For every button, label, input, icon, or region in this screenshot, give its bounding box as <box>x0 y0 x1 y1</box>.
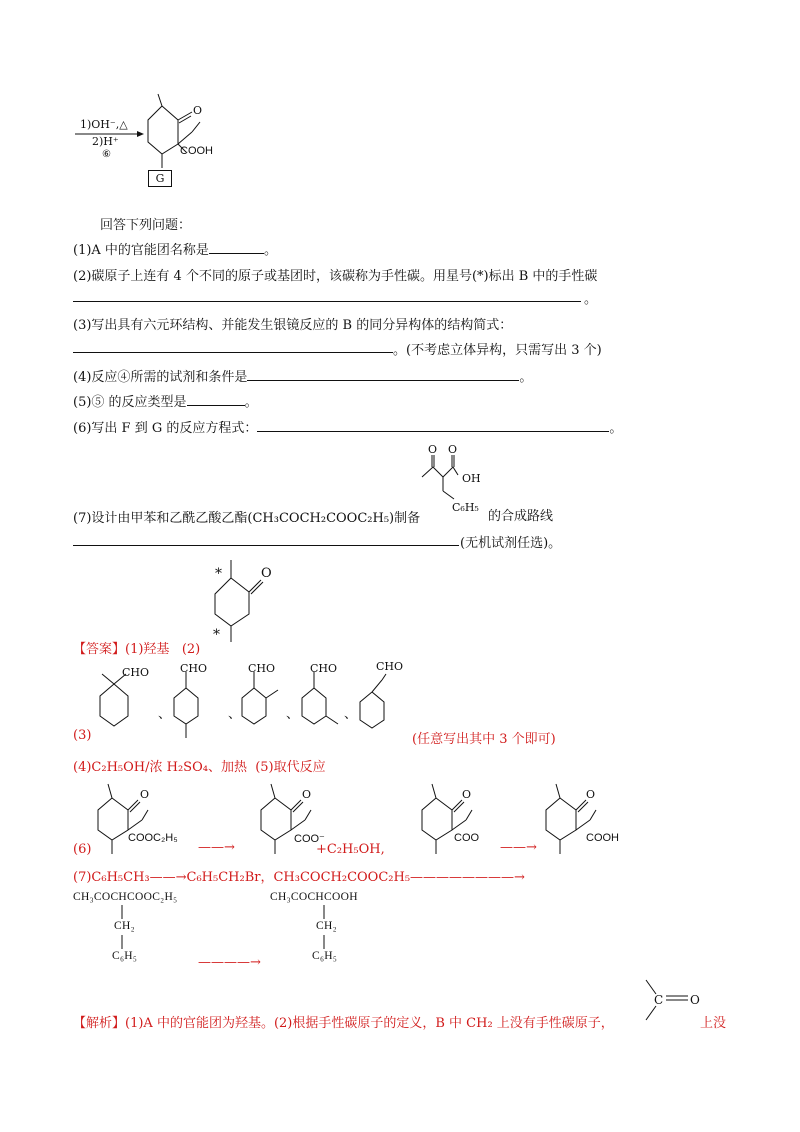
answer-3-label: (3) <box>73 728 92 743</box>
answer-blank-2[interactable] <box>73 301 581 302</box>
chiral-star-2: * <box>213 627 220 643</box>
answer-blank-1[interactable] <box>209 241 264 254</box>
analysis-text: 【解析】(1)A 中的官能团为羟基。(2)根据手性碳原子的定义，B 中 CH₂ 上没有手性碳原子， <box>73 1016 614 1031</box>
g-cooh: COOH <box>180 145 213 157</box>
question-6: (6)写出 F 到 G 的反应方程式： 。 <box>73 421 623 436</box>
question-5: (5)⑤ 的反应类型是 。 <box>73 395 258 410</box>
answer-3-note: (任意写出其中 3 个即可) <box>412 732 556 747</box>
g-structure <box>140 92 230 172</box>
reaction-condition-2: 2)H⁺ <box>92 135 119 148</box>
g-oxygen: O <box>193 104 203 117</box>
answer-1-2: 【答案】(1)羟基 (2) <box>73 642 201 657</box>
answer-7-route: (7)C₆H₅CH₃——→C₆H₅CH₂Br，CH₃COCH₂COOC₂H₅————————→ <box>73 870 525 885</box>
question-1: (1)A 中的官能团名称是 。 <box>73 243 277 258</box>
step-number-mark: ⑥ <box>102 149 111 160</box>
answer-blank-7[interactable] <box>73 545 459 546</box>
reaction-condition-1: 1)OH⁻,△ <box>80 118 128 131</box>
question-7-mid: 的合成路线 <box>488 509 554 524</box>
answer-blank-6[interactable] <box>257 419 609 432</box>
chiral-oxygen: O <box>261 566 272 581</box>
question-7-end: (无机试剂任选)。 <box>460 536 562 551</box>
question-3: (3)写出具有六元环结构、并能发生银镜反应的 B 的同分异构体的结构简式： <box>73 318 513 333</box>
carbonyl-carbon: C <box>654 993 664 1007</box>
analysis-tail: 上没 <box>700 1016 727 1031</box>
question-7: (7)设计由甲苯和乙酰乙酸乙酯(CH₃COCH₂COOC₂H₅)制备 <box>73 511 421 526</box>
question-4: (4)反应④所需的试剂和条件是 。 <box>73 370 533 385</box>
answer-blank-3[interactable] <box>73 352 393 353</box>
answer-blank-5[interactable] <box>187 393 245 406</box>
answer-blank-4[interactable] <box>247 368 519 381</box>
carbonyl-oxygen: O <box>690 993 700 1007</box>
question-2-end: 。 <box>584 292 598 307</box>
question-3-note: 。(不考虑立体异构，只需写出 3 个) <box>393 343 602 358</box>
intro-text: 回答下列问题： <box>100 218 192 233</box>
question-2: (2)碳原子上连有 4 个不同的原子或基团时，该碳称为手性碳。用星号(*)标出 B 中的手性碳 <box>73 269 598 284</box>
chiral-star-1: * <box>215 566 222 582</box>
answer-6-label: (6) <box>73 842 92 857</box>
answer-4-5: (4)C₂H₅OH/浓 H₂SO₄、加热 (5)取代反应 <box>73 760 326 775</box>
compound-g-box: G <box>148 170 172 187</box>
